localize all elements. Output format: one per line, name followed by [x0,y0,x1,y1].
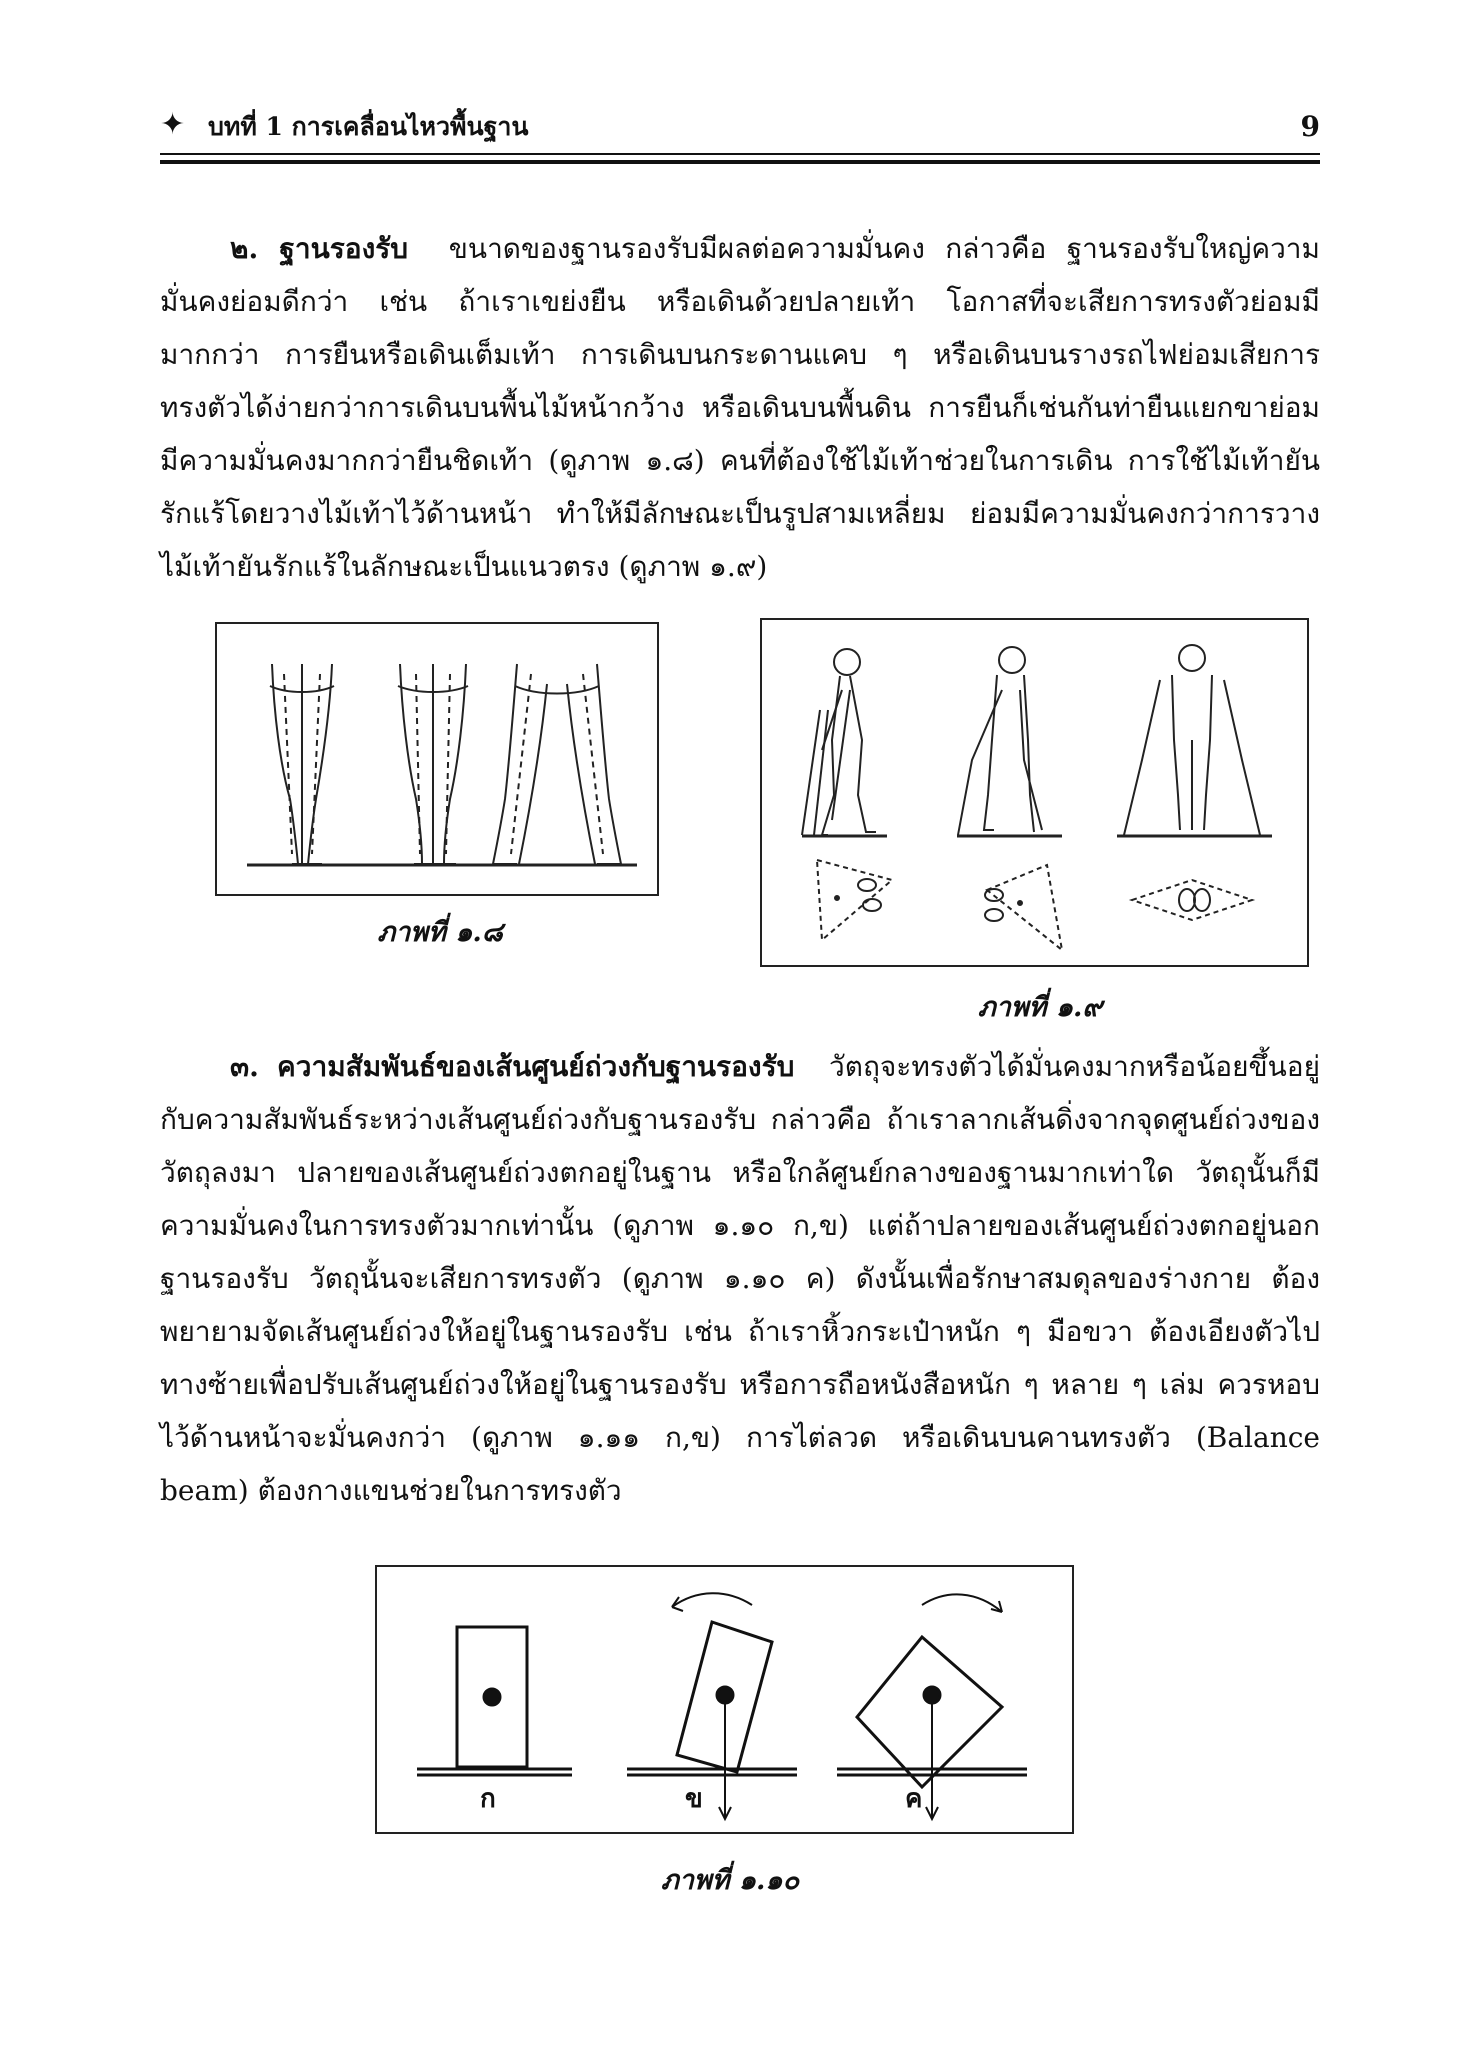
support-triangle-2 [987,865,1062,950]
gravity-blocks-illustration [377,1567,1072,1832]
page-number: 9 [1300,110,1320,143]
block-a [417,1627,572,1775]
foot-print [985,909,1003,921]
section-3-body: วัตถุจะทรงตัวได้มั่นคงมากหรือน้อยขึ้นอยู่กับความสัมพันธ์ระหว่างเส้นศูนย์ถ่วงกับฐานรองรับ กล่าวคือ ถ้าเราลากเส้นดิ่งจากจุดศูนย์ถ่วงของวัตถุลงมา ปลายของเส้นศูนย์ถ่วงตกอยู่ในฐาน หรือใกล้ศูนย์กลางของฐานมากเท่าใด วัตถุนั้นก็มีความมั่นคงในการทรงตัวมากเท่านั้น (ดูภาพ ๑.๑๐ ก,ข) แต่ถ้าปลายของเส้นศูนย์ถ่วงตกอยู่นอกฐานรองรับ วัตถุนั้นจะเสียการทรงตัว (ดูภาพ ๑.๑๐ ค) ดังนั้นเพื่อรักษาสมดุลของร่างกาย ต้องพยายามจัดเส้นศูนย์ถ่วงให้อยู่ในฐานรองรับ เช่น ถ้าเราหิ้วกระเป๋าหนัก ๆ มือขวา ต้องเอียงตัวไปทางซ้ายเพื่อปรับเส้นศูนย์ถ่วงให้อยู่ในฐานรองรับ หรือการถือหนังสือหนัก ๆ หลาย ๆ เล่ม ควรหอบไว้ด้านหน้าจะมั่นคงกว่า (ดูภาพ ๑.๑๑ ก,ข) การไต่ลวด หรือเดินบนคานทรงตัว (Balance beam) ต้องกางแขนช่วยในการทรงตัว [160,1050,1320,1507]
crutch-person-side [802,649,887,836]
legs-illustration [217,624,657,894]
figure-1-10 [375,1565,1074,1834]
legs-feet-together [270,664,334,864]
block-b [627,1593,797,1819]
crutches-illustration [762,620,1307,965]
foot-print [1194,889,1210,911]
support-triangle-1 [817,860,892,940]
legs-feet-close [398,664,468,864]
figure-1-8-caption: ภาพที่ ๑.๘ [377,917,503,948]
figure-1-10-caption: ภาพที่ ๑.๑๐ [660,1865,800,1896]
section-2-heading: ๒. ฐานรองรับ [230,232,409,265]
label-b: ข [685,1784,703,1814]
section-3-paragraph [160,1040,1320,1517]
section-2-body: ขนาดของฐานรองรับมีผลต่อความมั่นคง กล่าวคือ ฐานรองรับใหญ่ความมั่นคงย่อมดีกว่า เช่น ถ้าเราเขย่งยืน หรือเดินด้วยปลายเท้า โอกาสที่จะเสียการทรงตัวย่อมมีมากกว่า การยืนหรือเดินเต็มเท้า การเดินบนกระดานแคบ ๆ หรือเดินบนรางรถไฟย่อมเสียการทรงตัวได้ง่ายกว่าการเดินบนพื้นไม้หน้ากว้าง หรือเดินบนพื้นดิน การยืนก็เช่นกันท่ายืนแยกขาย่อมมีความมั่นคงมากกว่ายืนชิดเท้า (ดูภาพ ๑.๘) คนที่ต้องใช้ไม้เท้าช่วยในการเดิน การใช้ไม้เท้ายันรักแร้โดยวางไม้เท้าไว้ด้านหน้า ทำให้มีลักษณะเป็นรูปสามเหลี่ยม ย่อมมีความมั่นคงกว่าการวางไม้เท้ายันรักแร้ในลักษณะเป็นแนวตรง (ดูภาพ ๑.๙) [160,232,1320,583]
header-rule-thin [160,153,1320,155]
figure-1-8 [215,622,659,896]
label-c: ค [905,1784,923,1814]
foot-print [858,879,876,891]
section-3-heading: ๓. ความสัมพันธ์ของเส้นศูนย์ถ่วงกับฐานรองรับ [230,1050,795,1083]
foot-print [1179,889,1195,911]
crutch-person-angle [957,647,1062,836]
support-line-3 [1132,880,1252,920]
crutch-person-front [1117,645,1272,836]
header-rule-thick [160,160,1320,164]
foot-print [863,899,881,911]
page-header [160,105,1320,165]
label-a: ก [480,1784,496,1814]
legs-feet-apart [493,664,621,864]
section-2-paragraph [160,222,1320,593]
star-icon: ✦ [160,107,186,142]
figure-1-9-caption: ภาพที่ ๑.๙ [977,992,1103,1023]
block-c [837,1594,1027,1819]
figure-1-9 [760,618,1309,967]
chapter-title: บทที่ 1 การเคลื่อนไหวพื้นฐาน [208,112,529,141]
